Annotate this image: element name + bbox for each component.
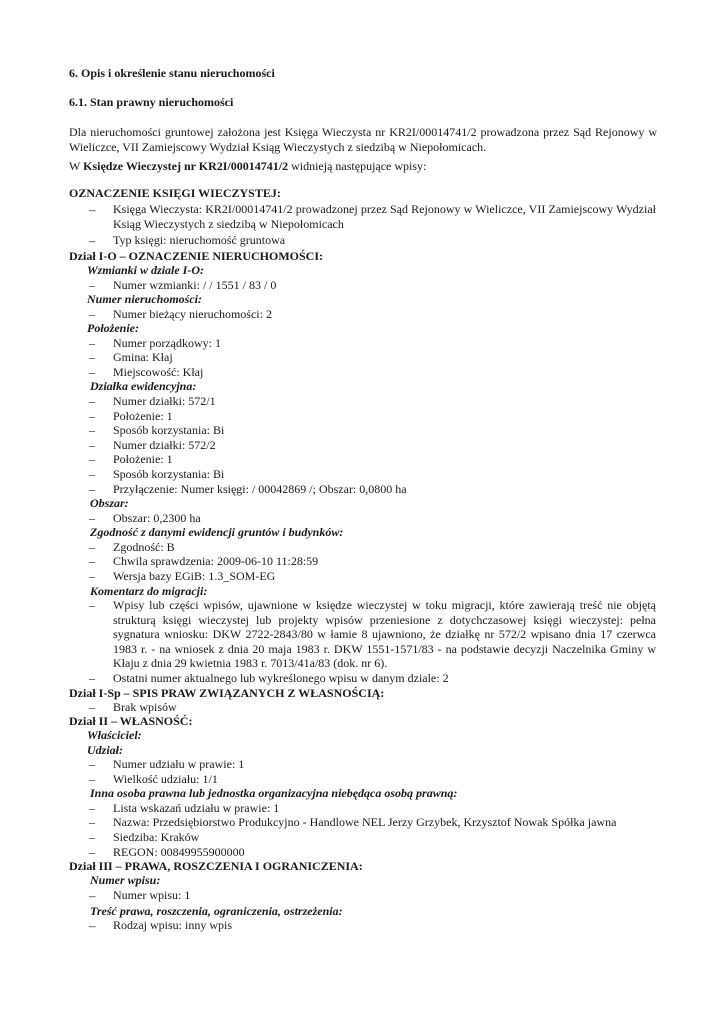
numer-wpisu-list (69, 888, 657, 903)
udzial-list (69, 757, 657, 786)
intro-paragraph: Dla nieruchomości gruntowej założona jest Księga Wieczysta nr KR2I/00014741/2 prowadzona przez Sąd Rejonowy w Wieliczce, VII Zamiejscowy Wydział Ksiąg Wieczystych z siedzibą w Niepołomicach. (69, 125, 657, 154)
dzial-iii-heading: Dział III – PRAWA, ROSZCZENIA I OGRANICZENIA: (69, 859, 363, 874)
dash-marker: – (89, 830, 95, 845)
kw-list (69, 202, 657, 248)
list-item: – Numer wpisu: 1 (89, 887, 191, 903)
polozenie-label: Położenie: (87, 321, 139, 336)
tresc-label: Treść prawa, roszczenia, ograniczenia, ostrzeżenia: (90, 903, 343, 918)
list-item: – Nazwa: Przedsiębiorstwo Produkcyjno - Handlowe NEL Jerzy Grzybek, Krzysztof Nowak Spółka jawna (89, 815, 617, 830)
kw-section-title: OZNACZENIE KSIĘGI WIECZYSTEJ: (69, 186, 281, 200)
komentarz-label: Komentarz do migracji: (90, 583, 208, 598)
dash-marker: – (89, 350, 95, 365)
list-item: – Księga Wieczysta: KR2I/00014741/2 prowadzonej przez Sąd Rejonowy w Wieliczce, VII Zamiejscowy Wydział Ksiąg Wieczystych z siedzibą w Niepołomicach (89, 202, 656, 231)
komentarz-list (69, 598, 657, 686)
dash-marker: – (89, 539, 95, 554)
inna-osoba-list (69, 801, 657, 859)
numer-nieruchomosci-list (69, 307, 657, 322)
dash-marker: – (89, 233, 96, 248)
dzial-io-heading: Dział I-O – OZNACZENIE NIERUCHOMOŚCI: (69, 249, 324, 263)
numer-wpisu-label: Numer wpisu: (90, 873, 161, 888)
entries-kw-number: Księdze Wieczystej nr KR2I/00014741/2 (83, 159, 289, 173)
dzial-ii-heading: Dział II – WŁASNOŚĆ: (69, 714, 193, 729)
wlasciciel-label: Właściciel: (87, 728, 142, 743)
dash-marker: – (89, 771, 95, 786)
numer-nieruchomosci-label: Numer nieruchomości: (87, 292, 203, 307)
dash-marker: – (89, 800, 95, 815)
list-item: – Wersja bazy EGiB: 1.3_SOM-EG (89, 568, 276, 583)
inna-osoba-label: Inna osoba prawna lub jednostka organizacyjna niebędąca osobą prawną: (90, 786, 458, 801)
list-item: – Rodzaj wpisu: inny wpis (89, 918, 232, 934)
dash-marker: – (89, 598, 95, 612)
dzial-isp-heading: Dział I-Sp – SPIS PRAW ZWIĄZANYCH Z WŁASNOŚCIĄ: (69, 685, 385, 700)
dash-marker: – (89, 306, 95, 321)
list-item: – Obszar: 0,2300 ha (89, 510, 201, 525)
isp-list (69, 700, 657, 715)
dash-marker: – (89, 277, 95, 292)
wzmianki-label: Wzmianki w dziale I-O: (87, 263, 205, 277)
list-item: – Położenie: 1 (89, 408, 173, 423)
list-item: – Przyłączenie: Numer księgi: / 00042869 /; Obszar: 0,0800 ha (89, 481, 407, 496)
entries-suffix: widnieją następujące wpisy: (288, 159, 427, 173)
wzmianki-list (69, 278, 657, 293)
dash-marker: – (89, 437, 95, 452)
zgodnosc-label: Zgodność z danymi ewidencji gruntów i budynków: (90, 525, 344, 540)
dash-marker: – (89, 393, 95, 408)
dash-marker: – (89, 568, 95, 583)
list-item: – Gmina: Kłaj (89, 350, 173, 365)
list-item: – Typ księgi: nieruchomość gruntowa (89, 233, 286, 248)
dash-marker: – (89, 918, 96, 934)
dash-marker: – (89, 335, 95, 350)
dash-marker: – (89, 481, 95, 496)
obszar-list (69, 511, 657, 526)
dash-marker: – (89, 364, 95, 379)
list-item: – Brak wpisów (89, 699, 177, 714)
list-item: – Siedziba: Kraków (89, 830, 200, 845)
list-item: – Wpisy lub części wpisów, ujawnione w księdze wieczystej w toku migracji, które zawierają treść nie objętą strukturą księgi wieczystej lub projekty wpisów przeniesione z dotychczasowej księgi wieczystej: pełna sygnatura wniosku: DKW 2722-2843/80 w łamie 8 ujawniono, że działkę nr 572/2 wpisano dnia 17 czerwca 1983 r. - na wniosek z dnia 20 maja 1983 r. DKW 1551-1571/83 - na podstawie decyzji Naczelnika Gminy w Kłaju z dnia 29 kwietnia 1983 r. 7013/41a/83 (dok. nr 6). (89, 598, 656, 671)
document-content (69, 66, 657, 934)
dash-marker: – (89, 408, 95, 423)
list-item: – Zgodność: B (89, 539, 175, 554)
list-item: – Numer udziału w prawie: 1 (89, 757, 245, 772)
dash-marker: – (89, 452, 95, 467)
dash-marker: – (89, 670, 95, 685)
dash-marker: – (89, 202, 96, 217)
list-item: – Numer porządkowy: 1 (89, 335, 221, 350)
tresc-list (69, 918, 657, 933)
polozenie-list (69, 336, 657, 380)
list-item: – Chwila sprawdzenia: 2009-06-10 11:28:59 (89, 554, 319, 569)
dash-marker: – (89, 815, 95, 830)
dzialka-label: Działka ewidencyjna: (90, 379, 197, 394)
entries-prefix: W (69, 159, 84, 173)
dash-marker: – (89, 844, 95, 859)
list-item: – Numer bieżący nieruchomości: 2 (89, 306, 272, 321)
list-item: – Numer wzmianki: / / 1551 / 83 / 0 (89, 277, 277, 292)
section-heading-6-1: 6.1. Stan prawny nieruchomości (69, 95, 234, 109)
section-heading-6: 6. Opis i określenie stanu nieruchomości (69, 66, 275, 80)
list-item: – Sposób korzystania: Bi (89, 423, 225, 438)
list-item: – Wielkość udziału: 1/1 (89, 771, 218, 786)
list-item: – Numer działki: 572/2 (89, 437, 216, 452)
dash-marker: – (89, 466, 95, 481)
list-item: – REGON: 00849955900000 (89, 844, 245, 859)
list-item: – Położenie: 1 (89, 452, 173, 467)
dash-marker: – (89, 887, 96, 903)
list-item: – Lista wskazań udziału w prawie: 1 (89, 800, 280, 815)
dash-marker: – (89, 699, 95, 714)
dash-marker: – (89, 510, 95, 525)
entries-paragraph (69, 159, 657, 174)
list-item: – Sposób korzystania: Bi (89, 466, 225, 481)
list-item: – Ostatni numer aktualnego lub wykreślonego wpisu w danym dziale: 2 (89, 670, 449, 685)
list-item: – Miejscowość: Kłaj (89, 364, 204, 379)
dash-marker: – (89, 757, 95, 772)
dzialka-list (69, 394, 657, 496)
udzial-label: Udział: (87, 742, 123, 757)
dash-marker: – (89, 423, 95, 438)
obszar-label: Obszar: (90, 496, 129, 511)
zgodnosc-list (69, 540, 657, 584)
list-item: – Numer działki: 572/1 (89, 393, 216, 408)
dash-marker: – (89, 554, 95, 569)
